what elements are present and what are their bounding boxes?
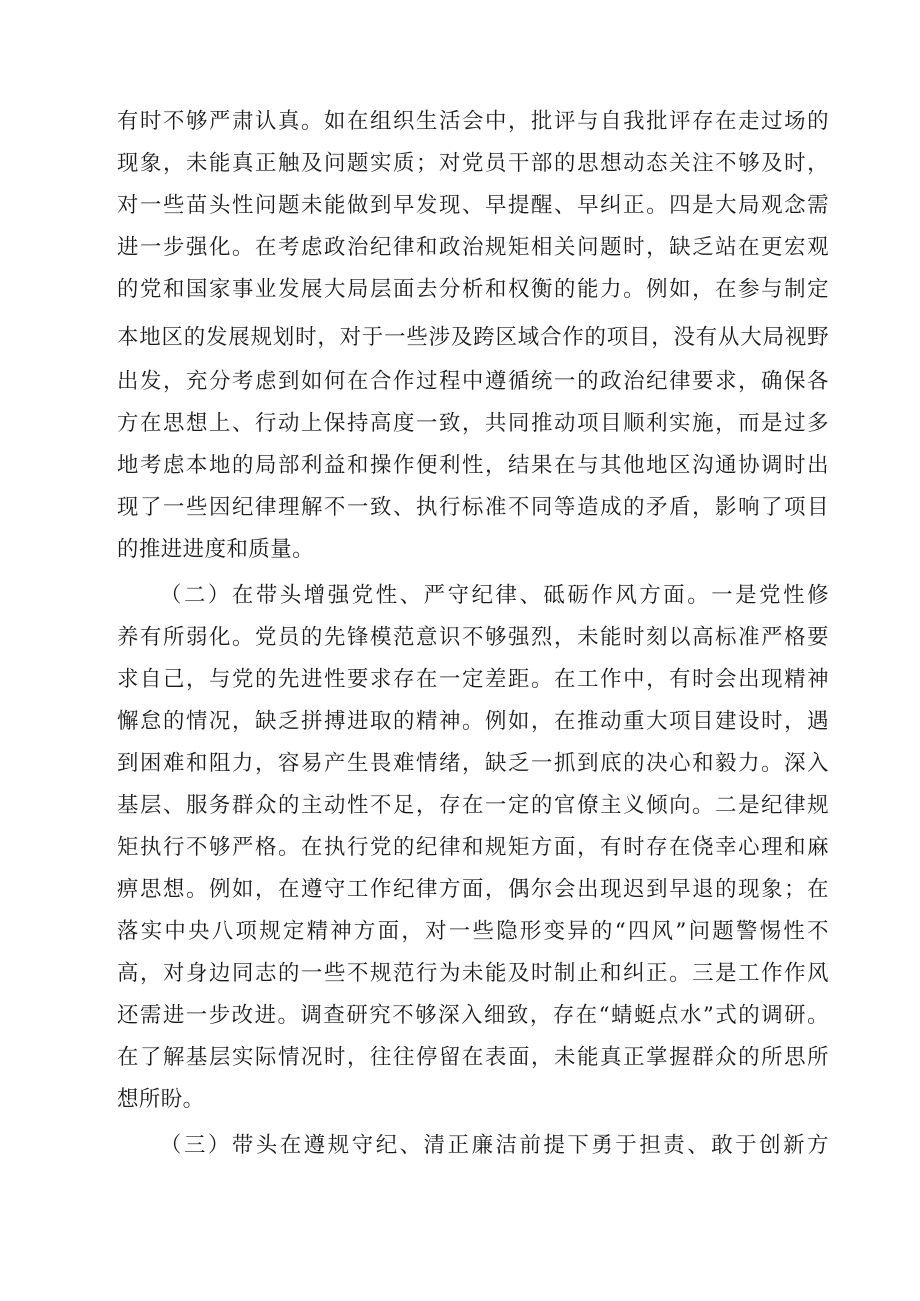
paragraph-line: 懈怠的情况，缺乏拼搏进取的精神。例如，在推动重大项目建设时，遇 xyxy=(117,709,829,734)
paragraph-line: 地考虑本地的局部利益和操作便利性，结果在与其他地区沟通协调时出 xyxy=(117,453,829,478)
paragraph-line: 想所盼。 xyxy=(117,1087,205,1112)
paragraph-line: 进一步强化。在考虑政治纪律和政治规矩相关问题时，缺乏站在更宏观 xyxy=(117,235,829,260)
paragraph-line: 痹思想。例如，在遵守工作纪律方面，偶尔会出现迟到早退的现象；在 xyxy=(117,877,829,902)
paragraph-line: 基层、服务群众的主动性不足，存在一定的官僚主义倾向。二是纪律规 xyxy=(117,793,829,818)
paragraph-line: 到困难和阻力，容易产生畏难情绪，缺乏一抓到底的决心和毅力。深入 xyxy=(117,751,829,776)
paragraph-line: 养有所弱化。党员的先锋模范意识不够强烈，未能时刻以高标准严格要 xyxy=(117,625,829,650)
paragraph-line: 在了解基层实际情况时，往往停留在表面，未能真正掌握群众的所思所 xyxy=(117,1045,829,1070)
paragraph-line: 矩执行不够严格。在执行党的纪律和规矩方面，有时存在侥幸心理和麻 xyxy=(117,835,829,860)
paragraph-line: 对一些苗头性问题未能做到早发现、早提醒、早纠正。四是大局观念需 xyxy=(117,193,829,218)
paragraph-line: 现象，未能真正触及问题实质；对党员干部的思想动态关注不够及时， xyxy=(117,151,829,176)
paragraph-line: 求自己，与党的先进性要求存在一定差距。在工作中，有时会出现精神 xyxy=(117,667,829,692)
paragraph-line: 现了一些因纪律理解不一致、执行标准不同等造成的矛盾，影响了项目 xyxy=(117,495,829,520)
paragraph-line: 的党和国家事业发展大局层面去分析和权衡的能力。例如，在参与制定 xyxy=(117,277,829,302)
section-heading-line: （三）带头在遵规守纪、清正廉洁前提下勇于担责、敢于创新方 xyxy=(160,1133,829,1158)
paragraph-line: 本地区的发展规划时，对于一些涉及跨区域合作的项目，没有从大局视野 xyxy=(117,325,829,350)
paragraph-line: 有时不够严肃认真。如在组织生活会中，批评与自我批评存在走过场的 xyxy=(117,109,829,134)
paragraph-line: 落实中央八项规定精神方面，对一些隐形变异的“四风”问题警惕性不 xyxy=(117,919,829,944)
paragraph-line: 出发，充分考虑到如何在合作过程中遵循统一的政治纪律要求，确保各 xyxy=(117,369,829,394)
paragraph-line: 的推进进度和质量。 xyxy=(117,537,315,562)
paragraph-line: 方在思想上、行动上保持高度一致，共同推动项目顺利实施，而是过多 xyxy=(117,411,829,436)
section-heading-line: （二）在带头增强党性、严守纪律、砥砺作风方面。一是党性修 xyxy=(160,583,829,608)
paragraph-line: 还需进一步改进。调查研究不够深入细致，存在“蜻蜓点水”式的调研。 xyxy=(117,1003,829,1028)
paragraph-line: 高，对身边同志的一些不规范行为未能及时制止和纠正。三是工作作风 xyxy=(117,961,829,986)
